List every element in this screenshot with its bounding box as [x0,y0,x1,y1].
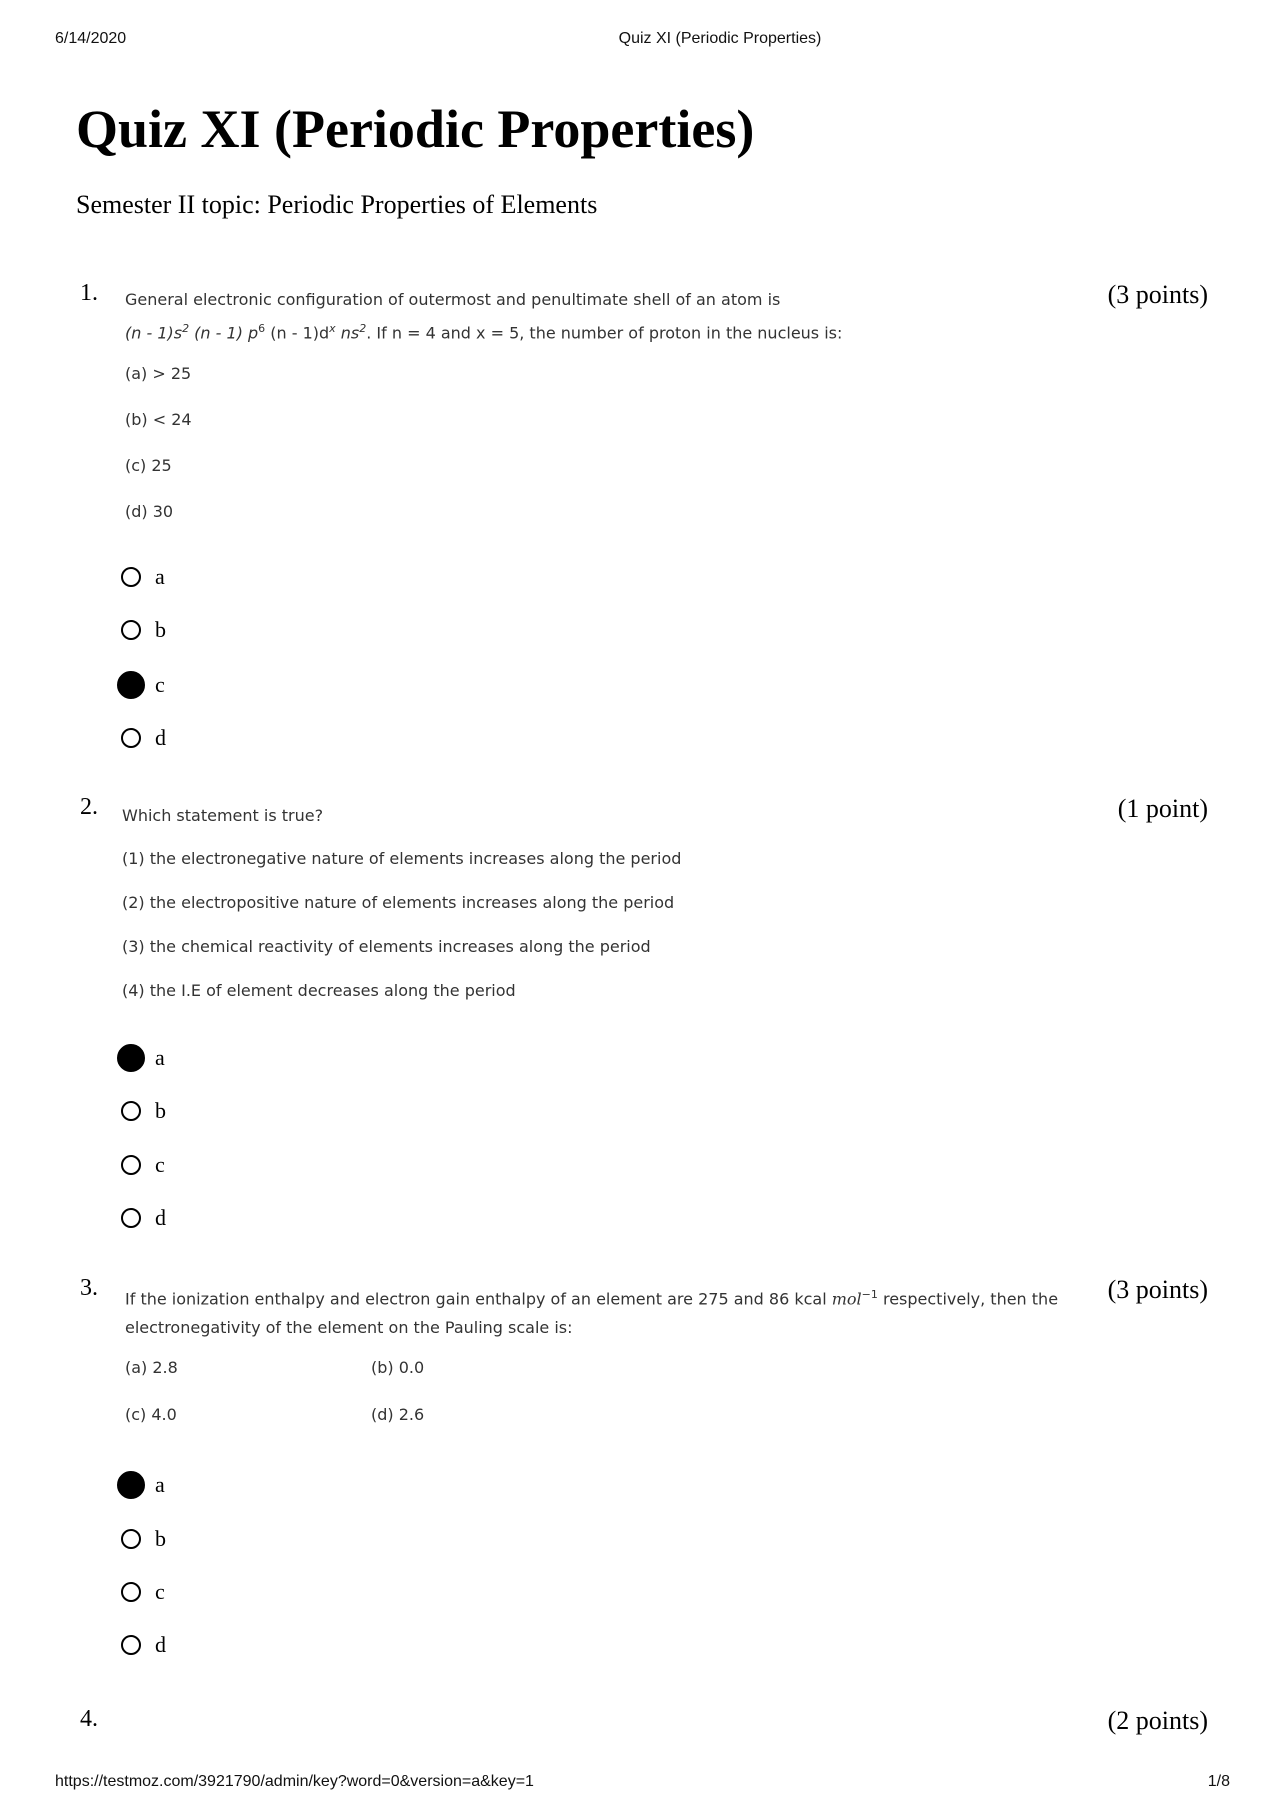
answer-option: (b) 0.0 [371,1358,425,1377]
answer-option: (c) 4.0 [125,1405,177,1424]
answer-option: (b) < 24 [125,410,192,429]
radio-circle-icon [121,1208,141,1228]
radio-circle-icon [121,1101,141,1121]
answer-option: (d) 2.6 [371,1405,425,1424]
page-title: Quiz XI (Periodic Properties) [76,99,755,159]
radio-circle-icon [121,1529,141,1549]
radio-choice-c[interactable]: c [121,671,149,699]
answer-option: (4) the I.E of element decreases along the period [122,981,516,1000]
answer-option: (1) the electronegative nature of elements increases along the period [122,849,682,868]
answer-option: (3) the chemical reactivity of elements increases along the period [122,937,651,956]
radio-filled-icon [117,1471,145,1499]
radio-filled-icon [117,1044,145,1072]
answer-option: (d) 30 [125,502,174,521]
radio-circle-icon [121,728,141,748]
page-subtitle: Semester II topic: Periodic Properties of Elements [76,190,598,219]
question-number: 1. [80,280,98,306]
radio-circle-icon [121,620,141,640]
question-points: (2 points) [1107,1706,1208,1735]
radio-circle-icon [121,1155,141,1175]
answer-option: (a) > 25 [125,364,192,383]
radio-choice-d[interactable]: d [121,724,149,752]
radio-choice-d[interactable]: d [121,1631,149,1659]
radio-choice-b[interactable]: b [121,1525,149,1553]
question-text-line: General electronic configuration of outermost and penultimate shell of an atom is [125,290,781,309]
question-number: 4. [80,1706,98,1732]
question-text [125,285,842,347]
question-number: 3. [80,1275,98,1301]
radio-choice-d[interactable]: d [121,1204,149,1232]
print-header-title: Quiz XI (Periodic Properties) [618,30,822,47]
answer-option: (a) 2.8 [125,1358,178,1377]
radio-choice-a[interactable]: a [121,563,149,591]
question-text: Which statement is true? [122,806,324,825]
radio-choice-b[interactable]: b [121,1097,149,1125]
radio-circle-icon [121,1582,141,1602]
answer-option: (c) 25 [125,456,172,475]
question-points: (3 points) [1107,1275,1208,1304]
print-footer-url: https://testmoz.com/3921790/admin/key?word=0&version=a&key=1 [55,1773,534,1790]
answer-option: (2) the electropositive nature of elements increases along the period [122,893,675,912]
radio-choice-a[interactable]: a [121,1044,149,1072]
radio-choice-c[interactable]: c [121,1151,149,1179]
question-points: (1 point) [1117,794,1208,823]
question-points: (3 points) [1107,280,1208,309]
radio-choice-b[interactable]: b [121,616,149,644]
radio-choice-c[interactable]: c [121,1578,149,1606]
radio-circle-icon [121,567,141,587]
print-date: 6/14/2020 [55,30,127,47]
radio-circle-icon [121,1635,141,1655]
question-text-line: electronegativity of the element on the Pauling scale is: [125,1318,573,1338]
radio-filled-icon [117,671,145,699]
page-number: 1/8 [1207,1773,1230,1790]
question-formula-line: $(n - 1)s^2$ (n - 1) $p^6$ $(n - 1)d^x$ $ns^2$. If n = 4 and x = 5, the number of proton in the nucleus is: [125,322,843,343]
radio-choice-a[interactable]: a [121,1471,149,1499]
question-number: 2. [80,794,98,820]
question-text [125,1280,1085,1342]
question-text-line: If the ionization enthalpy and electron gain enthalpy of an element are 275 and 86 kcal mol$^{-1}$ respectively, then the [125,1288,1059,1309]
